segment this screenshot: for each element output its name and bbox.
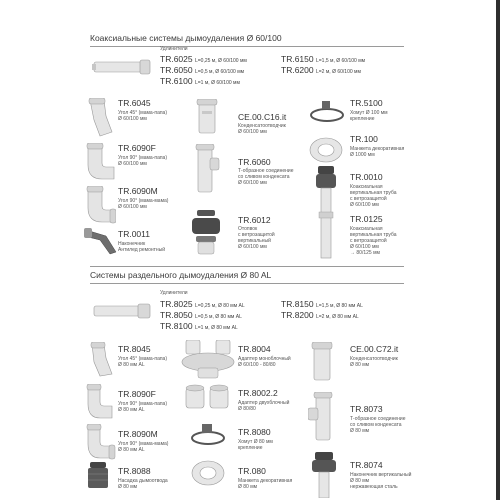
item-desc-c16: Конденсатоотводчик Ø 60/100 мм [238,123,286,135]
section-title-coaxial: Коаксиальные системы дымоудаления Ø 60/100 [90,33,282,43]
elbow-45-image [84,98,114,138]
item-desc-8002: Адаптер двухблочный Ø 80/80 [238,400,290,412]
ext-row-8025: TR.8025 L=0,25 м, Ø 80 мм AL [160,299,245,309]
section-divider [90,46,404,47]
twin-adapter-image [184,384,230,410]
tee-condensate-80-image [308,392,338,442]
item-code-100: TR.100 [350,134,378,144]
item-desc-6090f: Угол 90° (мама-папа) Ø 60/100 мм [118,155,168,167]
item-code-0011: TR.0011 [118,229,150,239]
item-desc-8090m: Угол 90° (мама-мама) Ø 80 мм AL [118,441,169,453]
ext-row-8050: TR.8050 L=0,5 м, Ø 80 мм AL [160,310,242,320]
item-code-080: TR.080 [238,466,266,476]
item-code-0125: TR.0125 [350,214,383,224]
extension-al-pipe-image [92,300,152,322]
decor-collar-80-image [190,458,226,488]
elbow-90f-al-image [84,384,114,420]
item-code-0010: TR.0010 [350,172,383,182]
page-edge-binding [496,0,500,500]
item-code-6090m: TR.6090M [118,186,158,196]
item-code-8074: TR.8074 [350,460,383,470]
ext-row-6050: TR.6050 L=0,5 м, Ø 60/100 мм [160,65,245,75]
item-desc-6012: Отопвок с ветрозащитой вертикальный Ø 60/100 мм [238,226,275,250]
ext-row-6150: TR.6150 L=1,5 м, Ø 60/100 мм [281,54,366,64]
elbow-90m-image [84,186,116,224]
item-code-8073: TR.8073 [350,404,383,414]
elbow-90m-al-image [84,424,116,460]
item-code-8090m: TR.8090M [118,429,158,439]
item-code-8088: TR.8088 [118,466,151,476]
item-desc-0010: Коаксиальная вертикальная труба с ветрозащитой Ø 60/100 мм [350,184,397,208]
item-desc-c72: Конденсатоотводчик Ø 80 мм [350,356,398,368]
vertical-coax-pipe-image [314,166,338,262]
ext-row-8100: TR.8100 L=1 м, Ø 80 мм AL [160,321,238,331]
decor-collar-100-image [308,135,344,165]
item-code-8002: TR.8002.2 [238,388,278,398]
condensate-trap-80-image [310,342,334,382]
item-code-c72: CE.00.C72.it [350,344,399,354]
item-code-8045: TR.8045 [118,344,151,354]
elbow-90f-image [84,143,116,181]
monoblock-adapter-image [180,340,236,380]
section-divider [90,266,404,267]
item-code-6045: TR.6045 [118,98,151,108]
item-desc-8045: Угол 45° (мама-папа) Ø 80 мм AL [118,356,168,368]
item-desc-6060: Т-образное соединение со сливом конденсата Ø 60/100 мм [238,168,294,186]
item-desc-0011: Наконечник Антилед ремонтный [118,241,166,253]
ext-row-6100: TR.6100 L=1 м, Ø 60/100 мм [160,76,240,86]
item-desc-8073: Т-образное соединение со сливом конденсата Ø 80 мм [350,416,406,434]
item-desc-5100: Хомут Ø 100 мм крепление [350,110,388,122]
item-desc-8088: Насадка дымоотвода Ø 80 мм [118,478,168,490]
item-code-c16: CE.00.C16.it [238,112,287,122]
vertical-offset-image [188,210,224,256]
item-code-8090f: TR.8090F [118,389,156,399]
item-desc-8004: Адаптер моноблочный Ø 60/100 - 80/80 [238,356,291,368]
tee-condensate-image [194,144,220,194]
ext-row-6025: TR.6025 L=0,25 м, Ø 60/100 мм [160,54,247,64]
item-desc-8080: Хомут Ø 80 мм крепление [238,439,273,451]
terminal-antiice-image [84,226,118,256]
clamp-80-image [188,424,228,448]
section-title-separate: Системы раздельного дымоудаления Ø 80 AL [90,270,272,280]
item-desc-100: Манжета декоративная Ø 1000 мм [350,146,405,158]
vertical-terminal-80-image [310,452,338,498]
item-code-8080: TR.8080 [238,427,271,437]
clamp-100-image [308,101,346,125]
ext-row-6200: TR.6200 L=2 м, Ø 60/100 мм [281,65,361,75]
section-divider [90,283,404,284]
condensate-trap-image [196,99,218,135]
item-desc-8090f: Угол 90° (мама-папа) Ø 80 мм AL [118,401,168,413]
extensions-label: Удлинители [160,46,188,52]
item-code-6060: TR.6060 [238,157,271,167]
item-desc-6045: Угол 45° (мама-папа) Ø 60/100 мм [118,110,168,122]
item-desc-0125: Коаксиальная вертикальная труба с ветрозащитой Ø 60/100 мм → 80/125 мм [350,226,397,256]
ext-row-8150: TR.8150 L=1,5 м, Ø 80 мм AL [281,299,363,309]
extension-pipe-image [92,56,152,78]
ext-row-8200: TR.8200 L=2 м, Ø 80 мм AL [281,310,359,320]
item-desc-080: Манжета декоративная Ø 80 мм [238,478,293,490]
item-code-5100: TR.5100 [350,98,383,108]
extensions-label: Удлинители [160,290,188,296]
flue-nozzle-image [84,462,114,492]
item-code-6012: TR.6012 [238,215,271,225]
item-code-8004: TR.8004 [238,344,271,354]
item-desc-6090m: Угол 90° (мама-мама) Ø 60/100 мм [118,198,169,210]
item-code-6090f: TR.6090F [118,143,156,153]
elbow-45-al-image [86,342,114,378]
item-desc-8074: Наконечник вертикальный Ø 80 мм нержавеющая сталь [350,472,412,490]
